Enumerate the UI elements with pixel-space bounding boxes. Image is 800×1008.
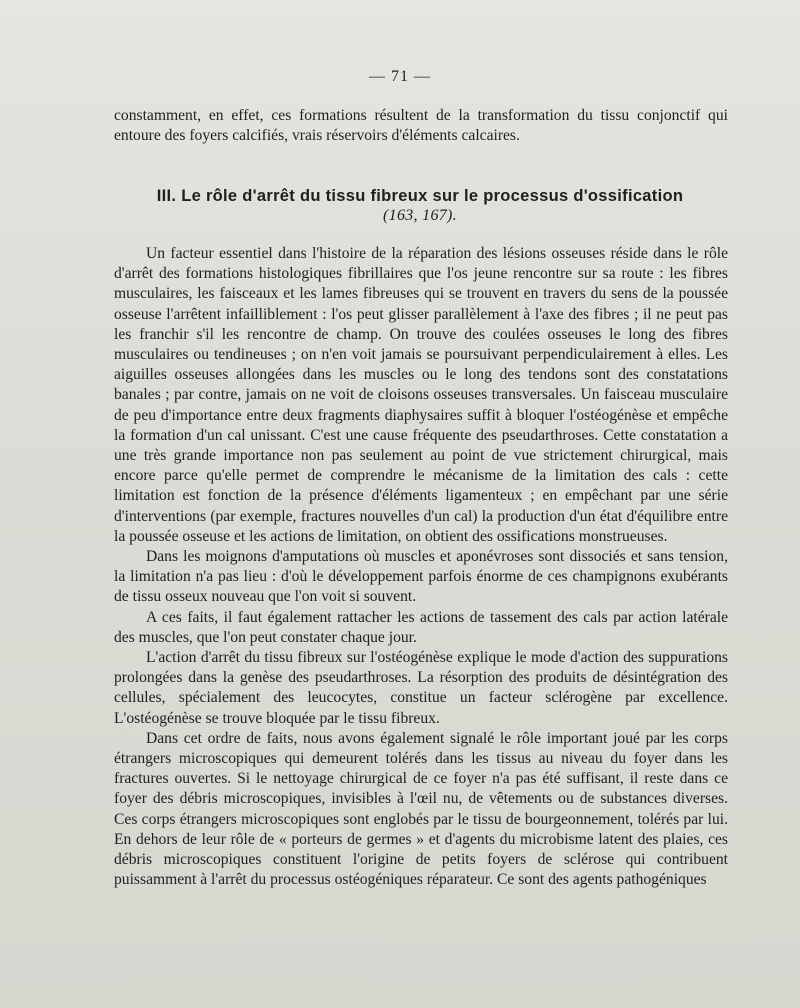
- page-number: — 71 —: [369, 68, 431, 85]
- section-title: III. Le rôle d'arrêt du tissu fibreux sur le processus d'ossification: [156, 187, 684, 205]
- paragraph-1: Un facteur essentiel dans l'histoire de la réparation des lésions osseuses réside dans le rôle d'arrêt des formations histologiques fibrillaires que l'os jeune rencontre sur sa route : les fibres musculaires, les faisceaux et les lames fibreuses qui se trouvent en travers du sens de la poussée osseuse l'arrêtent infailliblement : l'os peut glisser parallèlement à l'axe des fibres ; il ne peut pas les franchir s'il les rencontre de champ. On trouve des coulées osseuses le long des fibres musculaires ou tendineuses ; on n'en voit jamais se poursuivant perpendiculairement à elles. Les aiguilles osseuses allongées dans les muscles ou le long des tendons sont des constatations banales ; par contre, jamais on ne voit de cloisons osseuses transversales. Un faisceau musculaire de peu d'importance entre deux fragments diaphysaires suffit à bloquer l'ostéogénèse et empêche la formation d'un cal unissant. C'est une cause fréquente des pseudarthroses. Cette constatation a une très grande importance non pas seulement au point de vue strictement chirurgical, mais encore parce qu'elle permet de comprendre le mécanisme de la limitation des cals : cette limitation est fonction de la présence d'éléments ligamenteux ; en empêchant par une série d'interventions (par exemple, fractures nouvelles d'un cal) la production d'un état d'équilibre entre la poussée osseuse et les actions de limitation, on obtient des ossifications monstrueuses.: [114, 245, 728, 545]
- intro-paragraph: constamment, en effet, ces formations résultent de la transformation du tissu conjonctif qui entoure des foyers calcifiés, vrais réservoirs d'éléments calcaires.: [114, 107, 728, 145]
- section-heading: [100, 186, 740, 226]
- body-text: [114, 244, 728, 891]
- paragraph-4: L'action d'arrêt du tissu fibreux sur l'ostéogénèse explique le mode d'action des suppurations prolongées dans la genèse des pseudarthroses. La résorption des produits de désintégration des cellules, spécialement des leucocytes, constitue un facteur sclérogène par excellence. L'ostéogénèse se trouve bloquée par le tissu fibreux.: [114, 649, 728, 727]
- paragraph-3: A ces faits, il faut également rattacher les actions de tassement des cals par action latérale des muscles, que l'on peut constater chaque jour.: [114, 608, 728, 646]
- paragraph-2: Dans les moignons d'amputations où muscles et aponévroses sont dissociés et sans tension, la limitation n'a pas lieu : d'où le développement parfois énorme de ces champignons exubérants de tissu osseux nouveau que l'on voit si souvent.: [114, 548, 728, 606]
- section-references: (163, 167).: [383, 207, 457, 224]
- intro-paragraph-block: [114, 106, 728, 146]
- paragraph-5: Dans cet ordre de faits, nous avons également signalé le rôle important joué par les corps étrangers microscopiques qui demeurent tolérés dans les tissus au niveau du foyer dans les fractures ouvertes. Si le nettoyage chirurgical de ce foyer n'a pas été suffisant, il reste dans ce foyer des débris microscopiques, invisibles à l'œil nu, de vêtements ou de substances diverses. Ces corps étrangers microscopiques sont englobés par le tissu de bourgeonnement, tolérés par lui. En dehors de leur rôle de « porteurs de germes » et d'agents du microbisme latent des plaies, ces débris microscopiques constituent l'origine de petits foyers de sclérose qui contribuent puissamment à l'arrêt du processus ostéogéniques réparateur. Ce sont des agents pathogéniques: [114, 729, 728, 889]
